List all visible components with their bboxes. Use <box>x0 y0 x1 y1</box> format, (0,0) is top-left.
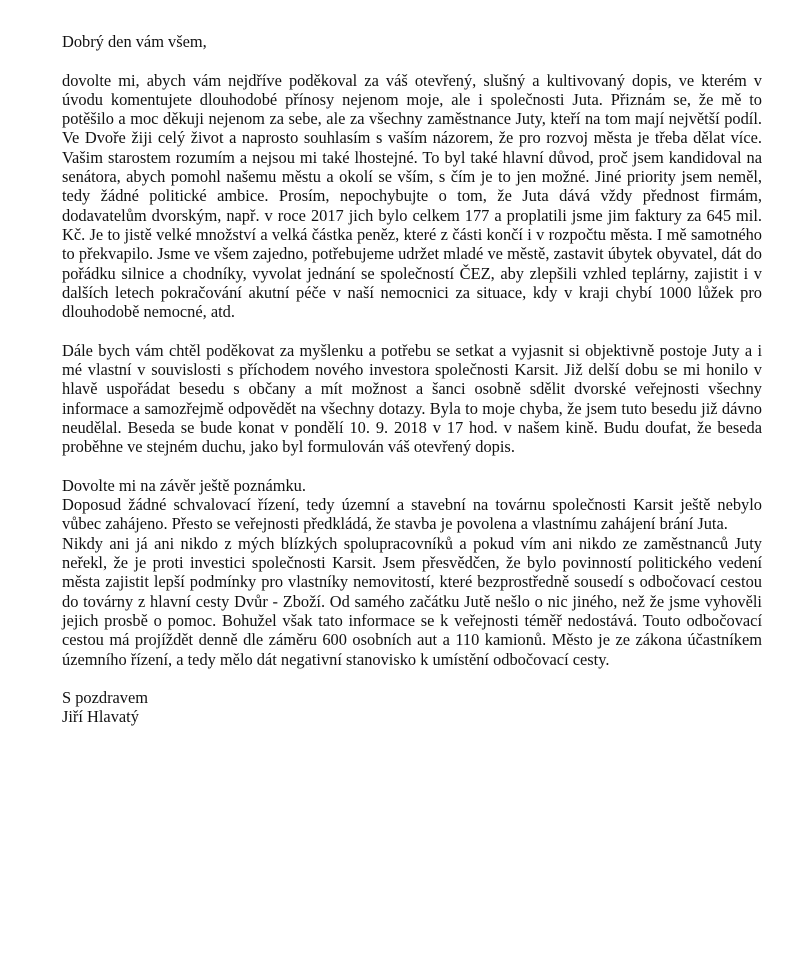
letter-paragraph-remark-intro: Dovolte mi na závěr ještě poznámku. <box>62 475 306 495</box>
letter-paragraph-investment-position: Nikdy ani já ani nikdo z mých blízkých spolupracovníků a pokud vím ani nikdo ze zaměstnanců Juty neřekl, že je proti investici společnosti Karsit. Jsem přesvědčen, že bylo povinností politického vedení města zajistit lepší podmínky pro vlastníky nemovitostí, které bezprostředně sousedí s odbočovací cestou do továrny z hlavní cesty Dvůr - Zboží. Od samého začátku Jutě nešlo o nic jiného, než že jsme vyhověli jejich prosbě o pomoc. Bohužel však tato informace se k veřejnosti téměř nedostává. Touto odbočovací cestou má projíždět denně dle záměru 600 osobních aut a 110 kamionů. Město je ze zákona účastníkem územního řízení, a tedy mělo dát negativní stanovisko k umístění odbočovací cesty. <box>62 533 762 669</box>
letter-paragraph-meeting: Dále bych vám chtěl poděkovat za myšlenku a potřebu se setkat a vyjasnit si objektivně postoje Juty a i mé vlastní v souvislosti s příchodem nového investora společnosti Karsit. Již delší dobu se mi honilo v hlavě uspořádat besedu s občany a mít možnost a šanci osobně sdělit dvorské veřejnosti všechny informace a samozřejmě odpovědět na všechny dotazy. Byla to moje chyba, že jsem tuto besedu již dávno neudělal. Beseda se bude konat v pondělí 10. 9. 2018 v 17 hod. v našem kině. Budu doufat, že beseda proběhne ve stejném duchu, jako byl formulován váš otevřený dopis. <box>62 340 762 457</box>
letter-paragraph-thanks: dovolte mi, abych vám nejdříve poděkoval za váš otevřený, slušný a kultivovaný dopis, ve kterém v úvodu komentujete dlouhodobé přínosy nejenom moje, ale i společnosti Juta. Přiznám se, že mě to potěšilo a moc děkuji nejenom za sebe, ale za všechny zaměstnance Juty, kteří na tom mají největší podíl. Ve Dvoře žiji celý život a naprosto souhlasím s vaším názorem, že pro rozvoj města je třeba dělat více. Vašim starostem rozumím a nejsou mi také lhostejné. To byl také hlavní důvod, proč jsem kandidoval na senátora, abych pomohl našemu městu a okolí se vším, s čím je to jen možné. Jiné priority jsem neměl, tedy žádné politické ambice. Prosím, nepochybujte o tom, že Juta dává vždy přednost firmám, dodavatelům dvorským, např. v roce 2017 jich bylo celkem 177 a proplatili jsme jim faktury za 645 mil. Kč. Je to jistě velké množství a velká částka peněz, které z části končí i v rozpočtu města. I mě samotného to překvapilo. Jsme ve všem zajedno, potřebujeme udržet mladé ve městě, zastavit úbytek obyvatel, dát do pořádku silnice a chodníky, vyvolat jednání se společností ČEZ, aby zlepšili vzhled teplárny, zajistit i v dalších letech pokračování akutní péče v naší nemocnici za situace, kdy v kraji chybí 1000 lůžek pro dlouhodobě nemocné, atd. <box>62 70 762 322</box>
letter-closing: S pozdravem <box>62 688 149 708</box>
letter-paragraph-approval-status: Doposud žádné schvalovací řízení, tedy územní a stavební na továrnu společnosti Karsit ještě nebylo vůbec zahájeno. Přesto se veřejnosti předkládá, že stavba je povolena a vlastnímu zahájení brání Juta. <box>62 495 762 534</box>
letter-document <box>62 32 762 727</box>
letter-signature: Jiří Hlavatý <box>62 707 139 727</box>
letter-signoff <box>62 688 762 727</box>
letter-greeting: Dobrý den vám všem, <box>62 32 207 51</box>
letter-final-remark-section <box>62 476 762 669</box>
